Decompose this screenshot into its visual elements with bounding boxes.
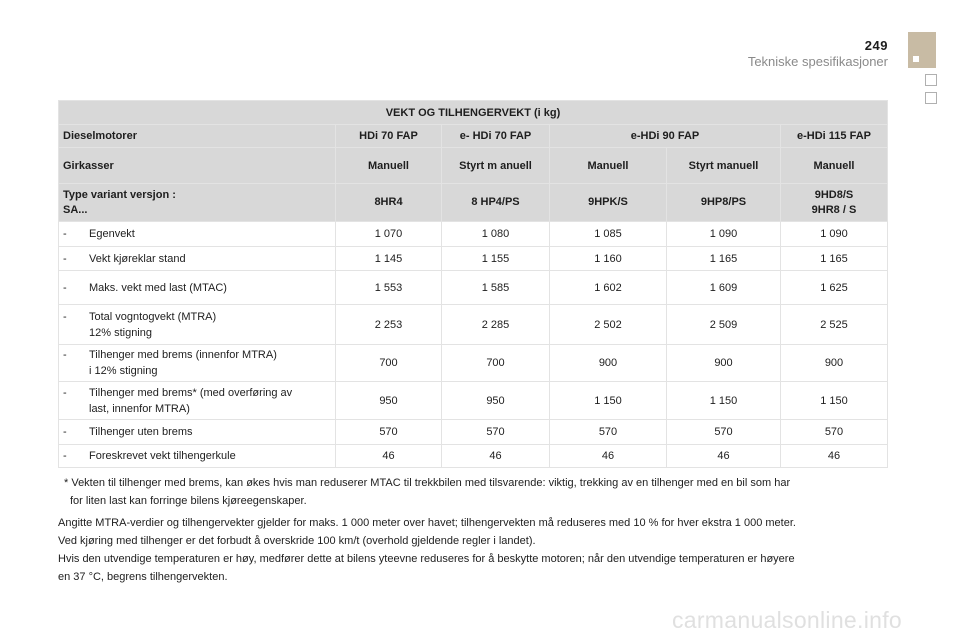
gearbox-row (59, 148, 888, 184)
value-cell: 1 150 (550, 382, 667, 420)
value-cell: 2 502 (550, 305, 667, 345)
gearbox-cell: Styrt m anuell (442, 148, 550, 184)
chapter-tab-box (925, 92, 937, 104)
row-label-text (89, 385, 335, 417)
chapter-tab (908, 32, 936, 68)
row-label-line: Tilhenger med brems (innenfor MTRA) (89, 349, 277, 361)
value-cell: 570 (781, 420, 888, 445)
engine-cell: e-HDi 115 FAP (781, 125, 888, 148)
gearbox-cell: Styrt manuell (667, 148, 781, 184)
value-cell: 2 253 (336, 305, 442, 345)
row-label-text (89, 226, 335, 242)
gearbox-label: Girkasser (59, 148, 336, 184)
value-cell: 1 165 (667, 247, 781, 271)
row-label-text (89, 347, 335, 379)
note-line: Angitte MTRA-verdier og tilhengervekter gjelder for maks. 1 000 meter over havet; tilhengervekten må reduseres med 10 % for hver ekstra 1 000 meter. (58, 517, 796, 529)
table-title: VEKT OG TILHENGERVEKT (i kg) (59, 101, 888, 125)
value-cell: 1 090 (667, 222, 781, 247)
variant-cell (781, 184, 888, 222)
value-cell: 2 509 (667, 305, 781, 345)
variant-cell: 8HR4 (336, 184, 442, 222)
value-cell: 700 (336, 345, 442, 382)
value-cell: 1 625 (781, 271, 888, 305)
row-label-text (89, 309, 335, 341)
table-row (59, 420, 888, 445)
row-label-line: Egenvekt (89, 228, 135, 240)
value-cell: 570 (667, 420, 781, 445)
value-cell: 46 (550, 445, 667, 468)
engine-cell: e-HDi 90 FAP (550, 125, 781, 148)
row-dash: - (63, 426, 67, 438)
row-label (59, 345, 336, 382)
row-label (59, 305, 336, 345)
row-label (59, 271, 336, 305)
row-label-line: Tilhenger uten brems (89, 426, 193, 438)
value-cell: 2 525 (781, 305, 888, 345)
row-label (59, 247, 336, 271)
value-cell: 1 150 (667, 382, 781, 420)
value-cell: 1 085 (550, 222, 667, 247)
row-label-text (89, 251, 335, 267)
value-cell: 1 090 (781, 222, 888, 247)
variant-label-line: Type variant versjon : (63, 188, 176, 201)
row-label (59, 445, 336, 468)
value-cell: 46 (781, 445, 888, 468)
row-label-line: Maks. vekt med last (MTAC) (89, 281, 227, 294)
note-line: en 37 °C, begrens tilhengervekten. (58, 571, 228, 583)
row-dash: - (63, 386, 67, 399)
value-cell: 1 165 (781, 247, 888, 271)
row-label-line: Total vogntogvekt (MTRA) (89, 310, 217, 323)
value-cell: 1 553 (336, 271, 442, 305)
row-label-line: last, innenfor MTRA) (89, 402, 190, 415)
note-line: Hvis den utvendige temperaturen er høy, medfører dette at bilens yteevne reduseres for å beskytte motoren; når den utvendige temperaturen er høyere (58, 553, 795, 565)
gearbox-cell: Manuell (781, 148, 888, 184)
value-cell: 900 (667, 345, 781, 382)
engine-row (59, 125, 888, 148)
row-label-line: Foreskrevet vekt tilhengerkule (89, 450, 236, 462)
row-label (59, 420, 336, 445)
value-cell: 1 585 (442, 271, 550, 305)
note-line: Ved kjøring med tilhenger er det forbudt å overskride 100 km/t (overhold gjeldende regler i landet). (58, 535, 536, 547)
value-cell: 1 070 (336, 222, 442, 247)
row-label-line: Tilhenger med brems* (med overføring av (89, 386, 293, 399)
gearbox-cell: Manuell (336, 148, 442, 184)
row-label-text (89, 448, 335, 464)
value-cell: 900 (781, 345, 888, 382)
row-dash: - (63, 281, 67, 294)
row-label-text (89, 280, 335, 296)
value-cell: 2 285 (442, 305, 550, 345)
footnote (58, 474, 888, 510)
value-cell: 46 (667, 445, 781, 468)
gearbox-cell: Manuell (550, 148, 667, 184)
value-cell: 1 155 (442, 247, 550, 271)
value-cell: 1 080 (442, 222, 550, 247)
variant-cell: 9HPK/S (550, 184, 667, 222)
value-cell: 1 145 (336, 247, 442, 271)
value-cell: 570 (442, 420, 550, 445)
value-cell: 900 (550, 345, 667, 382)
table-row (59, 382, 888, 420)
variant-line: 9HD8/S (814, 188, 854, 201)
row-label (59, 222, 336, 247)
value-cell: 950 (336, 382, 442, 420)
row-label-line: i 12% stigning (89, 365, 158, 377)
table-row (59, 345, 888, 382)
table-row (59, 445, 888, 468)
page-number: 249 (864, 38, 888, 53)
value-cell: 950 (442, 382, 550, 420)
variant-label (59, 184, 336, 222)
row-label-line: Vekt kjøreklar stand (89, 252, 186, 265)
value-cell: 46 (336, 445, 442, 468)
variant-cell: 9HP8/PS (667, 184, 781, 222)
value-cell: 46 (442, 445, 550, 468)
chapter-tab-marker (913, 56, 919, 62)
row-dash: - (63, 252, 67, 265)
value-cell: 700 (442, 345, 550, 382)
variant-label-line: SA... (63, 203, 88, 216)
row-dash: - (63, 310, 67, 323)
value-cell: 1 160 (550, 247, 667, 271)
row-dash: - (63, 450, 67, 462)
general-notes (58, 514, 888, 586)
row-dash: - (63, 228, 67, 240)
value-cell: 570 (550, 420, 667, 445)
row-label-text (89, 424, 335, 440)
table-row (59, 247, 888, 271)
footnote-line: * Vekten til tilhenger med brems, kan økes hvis man reduserer MTAC til trekkbilen med tilsvarende: viktig, trekking av en tilhenger med en bil som har (64, 477, 791, 489)
section-title: Tekniske spesifikasjoner (747, 54, 888, 69)
value-cell: 570 (336, 420, 442, 445)
weight-spec-table (58, 100, 888, 468)
value-cell: 1 609 (667, 271, 781, 305)
engine-cell: HDi 70 FAP (336, 125, 442, 148)
row-label-line: 12% stigning (89, 326, 152, 339)
variant-row (59, 184, 888, 222)
table-row (59, 271, 888, 305)
variant-cell: 8 HP4/PS (442, 184, 550, 222)
engine-cell: e- HDi 70 FAP (442, 125, 550, 148)
table-row (59, 222, 888, 247)
value-cell: 1 602 (550, 271, 667, 305)
row-label (59, 382, 336, 420)
engine-label: Dieselmotorer (59, 125, 336, 148)
value-cell: 1 150 (781, 382, 888, 420)
footnote-line: for liten last kan forringe bilens kjøreegenskaper. (70, 495, 307, 507)
watermark: carmanualsonline.info (671, 607, 902, 633)
chapter-tab-box (925, 74, 937, 86)
variant-line: 9HR8 / S (811, 203, 857, 216)
table-row (59, 305, 888, 345)
row-dash: - (63, 349, 67, 361)
